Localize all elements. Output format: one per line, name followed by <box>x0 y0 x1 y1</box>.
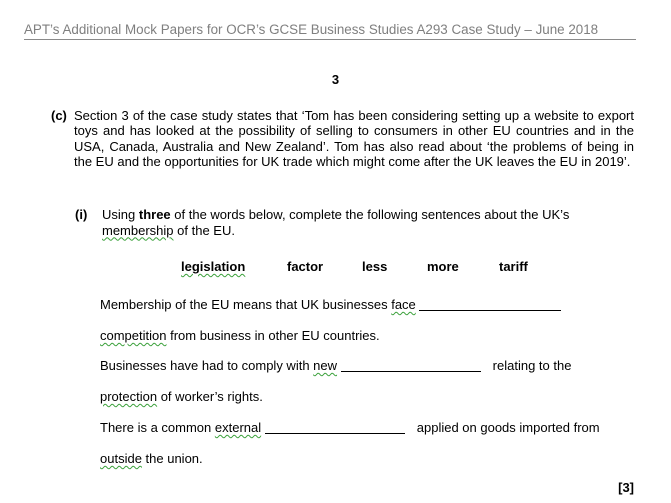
question-c-label: (c) <box>51 108 67 123</box>
word-bank-item: tariff <box>499 259 528 274</box>
question-c-text: Section 3 of the case study states that ‘Tom has been considering setting up a website to export toys and has looked at the possibility of selling to consumers in other EU countries and in the USA, Canada, Australia and New Zealand’. Tom has also read about ‘the problems of being in the EU and the opportunities for UK trade which might come after the UK leaves the EU in 2019’. <box>74 108 634 170</box>
question-i-label: (i) <box>75 207 88 222</box>
sentence-3: There is a common external applied on goods imported from <box>100 420 600 435</box>
word-bank-item: factor <box>287 259 324 274</box>
answer-blank-2[interactable] <box>341 359 481 372</box>
sentence-1-cont: competition from business in other EU countries. <box>100 328 380 343</box>
spellcheck-word: membership <box>102 222 174 238</box>
sentence-3-cont: outside the union. <box>100 451 203 466</box>
page-number: 3 <box>331 72 340 87</box>
word-bank <box>0 259 671 277</box>
answer-blank-3[interactable] <box>265 421 405 434</box>
sentence-2: Businesses have had to comply with new relating to the <box>100 358 572 373</box>
emphasis-three: three <box>138 207 171 222</box>
marks-indicator: [3] <box>618 480 634 495</box>
question-i-text: Using three of the words below, complete the following sentences about the UK’s membership of the EU. <box>102 207 570 238</box>
word-bank-item: more <box>427 259 459 274</box>
answer-blank-1[interactable] <box>419 298 561 311</box>
sentence-1: Membership of the EU means that UK businesses face <box>100 297 561 312</box>
page-header: APT’s Additional Mock Papers for OCR’s GCSE Business Studies A293 Case Study – June 2018 <box>24 22 636 40</box>
sentence-2-cont: protection of worker’s rights. <box>100 389 263 404</box>
word-bank-item: legislation <box>181 259 246 274</box>
word-bank-item: less <box>362 259 388 274</box>
